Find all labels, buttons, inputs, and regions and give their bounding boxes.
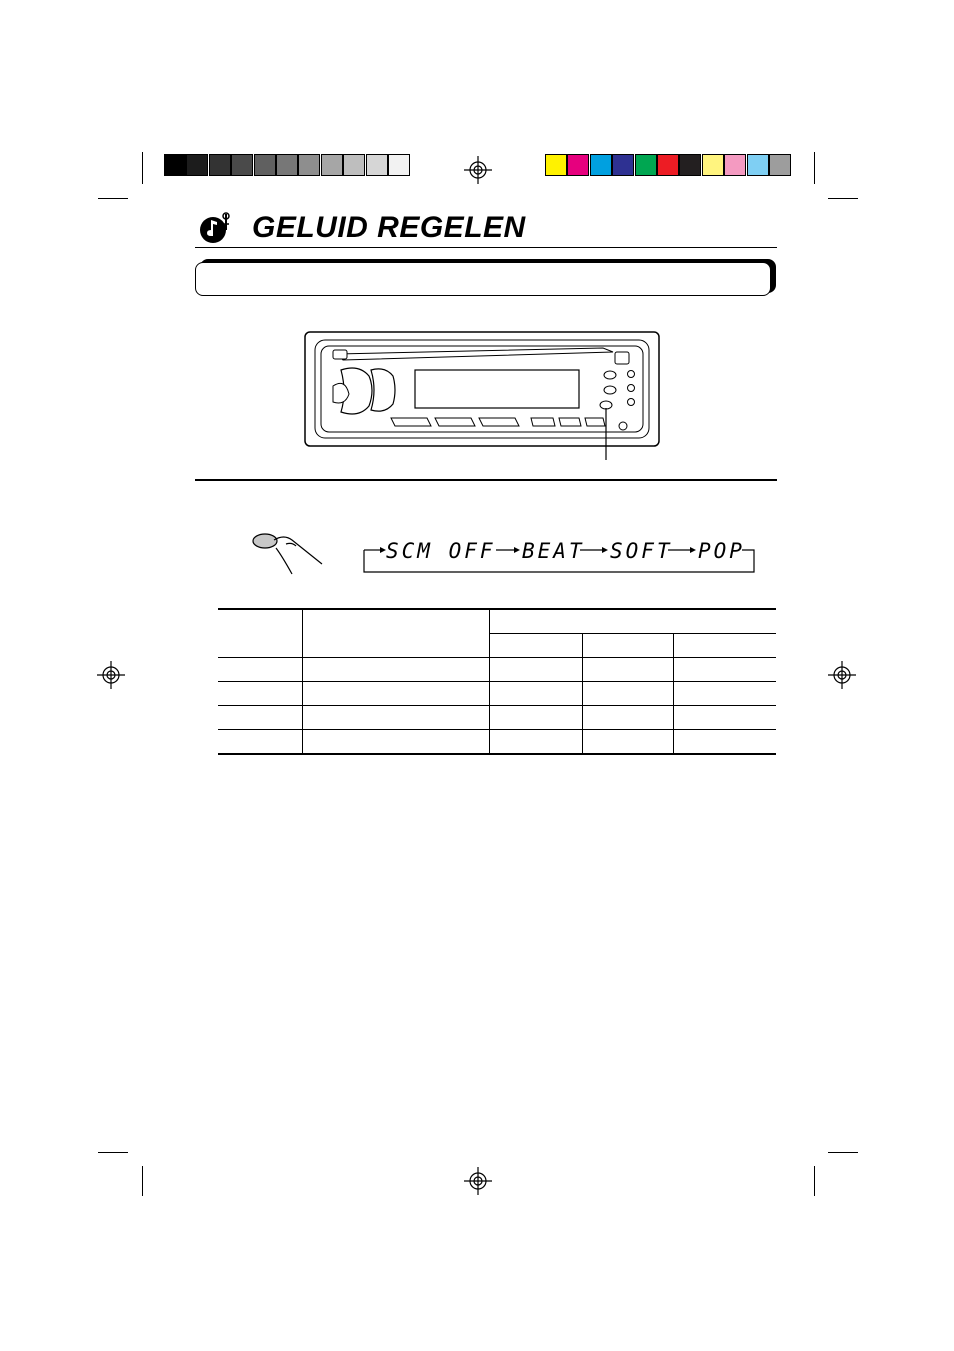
section-divider bbox=[195, 479, 777, 481]
table-header-cell bbox=[583, 634, 674, 658]
table-header-cell bbox=[674, 634, 777, 658]
gray-swatch bbox=[388, 154, 410, 176]
color-swatch bbox=[702, 154, 724, 176]
color-swatch bbox=[679, 154, 701, 176]
crop-mark bbox=[142, 152, 143, 184]
color-swatch bbox=[657, 154, 679, 176]
crop-mark bbox=[98, 198, 128, 199]
color-swatch bbox=[635, 154, 657, 176]
section-header-bar bbox=[195, 262, 771, 296]
title-underline bbox=[195, 247, 777, 248]
gray-swatch bbox=[209, 154, 231, 176]
registration-mark-icon bbox=[464, 156, 492, 184]
gray-swatch bbox=[164, 154, 186, 176]
table-header-cell bbox=[490, 634, 583, 658]
gray-swatch bbox=[186, 154, 208, 176]
color-swatch bbox=[545, 154, 567, 176]
color-swatch bbox=[612, 154, 634, 176]
table-header-cell bbox=[490, 609, 777, 634]
color-swatch bbox=[724, 154, 746, 176]
crop-mark bbox=[142, 1166, 143, 1196]
gray-swatch bbox=[298, 154, 320, 176]
table-row bbox=[218, 658, 776, 682]
crop-mark bbox=[828, 198, 858, 199]
page-title: GELUID REGELEN bbox=[252, 211, 526, 244]
registration-mark-icon bbox=[97, 661, 125, 689]
gray-swatch bbox=[321, 154, 343, 176]
registration-mark-icon bbox=[464, 1167, 492, 1195]
color-swatch bbox=[590, 154, 612, 176]
mode-sequence-diagram bbox=[358, 538, 760, 576]
crop-mark bbox=[814, 1166, 815, 1196]
gray-swatch bbox=[366, 154, 388, 176]
sound-mode-table bbox=[218, 608, 776, 755]
crop-mark bbox=[98, 1152, 128, 1153]
finger-press-icon bbox=[250, 530, 326, 580]
crop-mark bbox=[814, 152, 815, 184]
mode-soft: SOFT bbox=[610, 539, 673, 563]
table-row bbox=[218, 682, 776, 706]
table-header-cell bbox=[303, 609, 490, 658]
crop-mark bbox=[828, 1152, 858, 1153]
color-swatch bbox=[567, 154, 589, 176]
gray-swatch bbox=[343, 154, 365, 176]
color-swatch bbox=[747, 154, 769, 176]
mode-pop: POP bbox=[698, 539, 745, 563]
table-row bbox=[218, 706, 776, 730]
table-header-cell bbox=[218, 609, 303, 658]
mode-beat: BEAT bbox=[522, 539, 585, 563]
color-swatch bbox=[769, 154, 791, 176]
table-row bbox=[218, 730, 776, 755]
gray-swatch bbox=[231, 154, 253, 176]
mode-scm-off: SCM OFF bbox=[386, 539, 496, 563]
car-stereo-illustration bbox=[303, 330, 661, 462]
sound-note-icon bbox=[197, 210, 237, 246]
gray-swatch bbox=[254, 154, 276, 176]
gray-swatch bbox=[276, 154, 298, 176]
registration-mark-icon bbox=[828, 661, 856, 689]
